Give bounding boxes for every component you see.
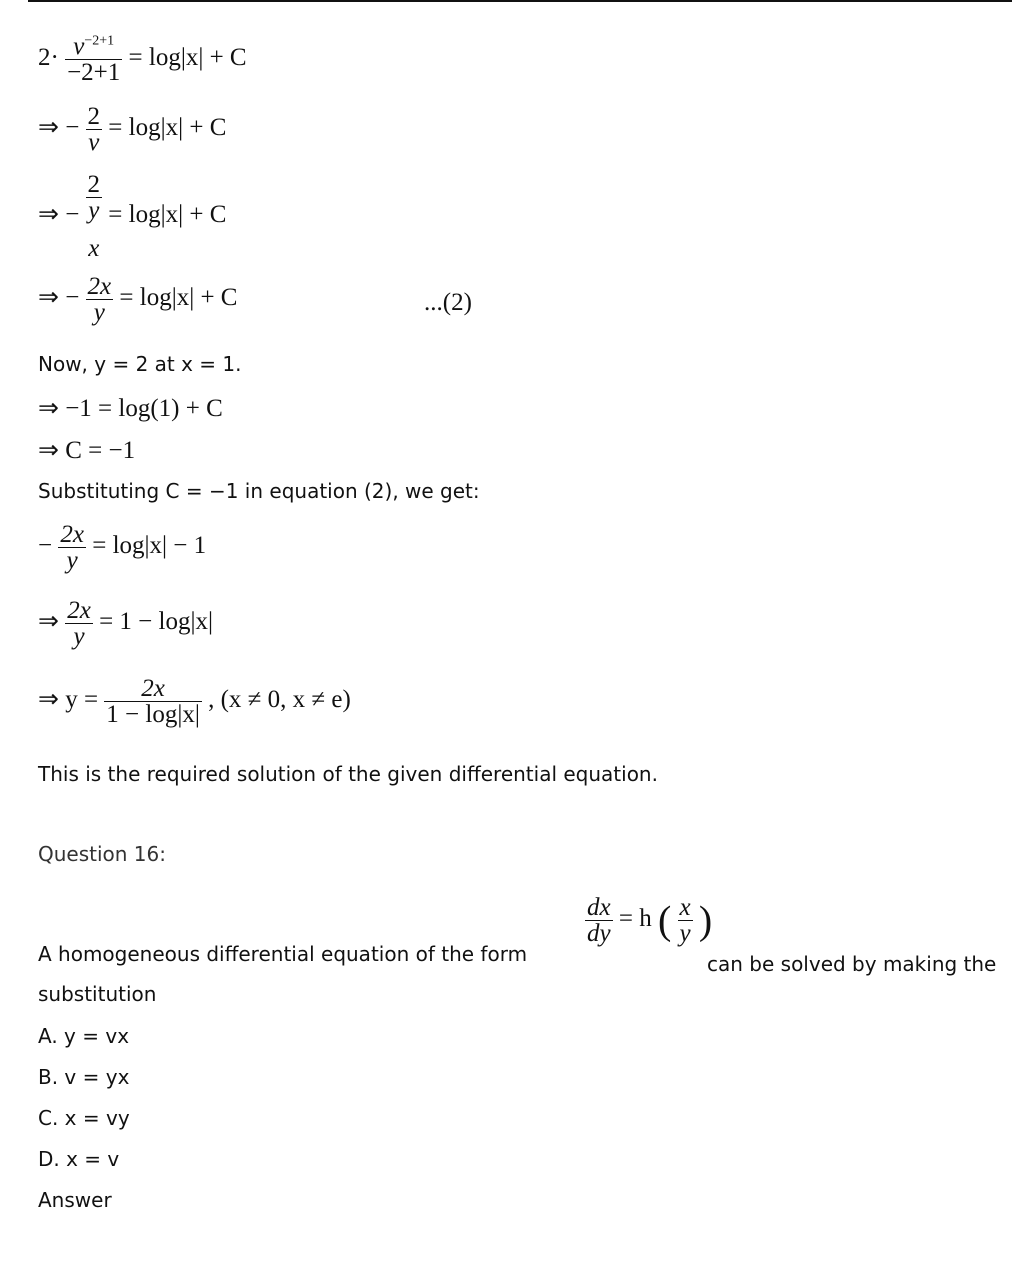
question-text-after: can be solved by making the bbox=[707, 952, 997, 976]
fraction: $\frac{2x}{y}$ bbox=[87, 273, 112, 326]
equation-line-4: ⇒ − $\frac{2x}{y}$ = log|x| + C bbox=[38, 273, 238, 326]
form-expression: $\frac{dx}{dy}$ = h ( $\frac{x}{y}$ ) bbox=[587, 894, 713, 947]
numerator: $v^{-2+1}$ bbox=[65, 34, 122, 60]
equation-line-7: − $\frac{2x}{y}$ = log|x| − 1 bbox=[38, 521, 207, 574]
fraction: $\frac{dx}{dy}$ bbox=[587, 894, 611, 947]
answer-label: Answer bbox=[38, 1188, 112, 1212]
fraction: $\frac{2x}{1 - \log|x|}$ bbox=[106, 675, 200, 728]
inner-fraction: $\frac{x}{y}$ bbox=[679, 894, 691, 947]
equation-line-2: ⇒ − $\frac{2}{v}$ = log|x| + C bbox=[38, 103, 227, 156]
question-text-cont: substitution bbox=[38, 982, 157, 1006]
question-title: Question 16: bbox=[38, 842, 166, 866]
equation-line-6: ⇒ C = −1 bbox=[38, 437, 136, 464]
option-a: A. y = vx bbox=[38, 1024, 130, 1048]
question-text-before: A homogeneous differential equation of the form bbox=[38, 942, 528, 966]
substitution-text: Substituting C = −1 in equation (2), we get: bbox=[38, 479, 480, 503]
exponent: −2+1 bbox=[84, 33, 115, 49]
equation-line-8: ⇒ $\frac{2x}{y}$ = 1 − log|x| bbox=[38, 597, 213, 650]
equation-line-9: ⇒ y = $\frac{2x}{1 - \log|x|}$ , (x ≠ 0, x ≠ e) bbox=[38, 675, 351, 728]
equation-reference: ...(2) bbox=[424, 289, 472, 316]
fraction bbox=[65, 34, 122, 85]
fraction: $\frac{2}{v}$ bbox=[87, 103, 101, 156]
option-c: C. x = vy bbox=[38, 1106, 130, 1130]
coefficient: 2· bbox=[38, 44, 59, 72]
option-b: B. v = yx bbox=[38, 1065, 130, 1089]
nested-fraction: y x bbox=[88, 197, 100, 262]
fraction: $\frac{2x}{y}$ bbox=[67, 597, 91, 650]
conclusion-text: This is the required solution of the given differential equation. bbox=[38, 762, 658, 786]
left-paren: ( bbox=[657, 897, 672, 943]
top-rule bbox=[28, 0, 1012, 2]
equation-line-5: ⇒ −1 = log(1) + C bbox=[38, 395, 223, 422]
equation-line-1 bbox=[38, 34, 247, 85]
fraction: $\frac{2x}{y}$ bbox=[60, 521, 84, 574]
fraction: 2 y x bbox=[87, 171, 101, 262]
equation-line-3: ⇒ − 2 y x = log|x| + C bbox=[38, 171, 227, 262]
rhs: = log|x| + C bbox=[128, 44, 247, 72]
right-paren: ) bbox=[698, 897, 713, 943]
denominator: −2+1 bbox=[67, 59, 121, 86]
condition-text: Now, y = 2 at x = 1. bbox=[38, 352, 242, 376]
option-d: D. x = v bbox=[38, 1147, 120, 1171]
